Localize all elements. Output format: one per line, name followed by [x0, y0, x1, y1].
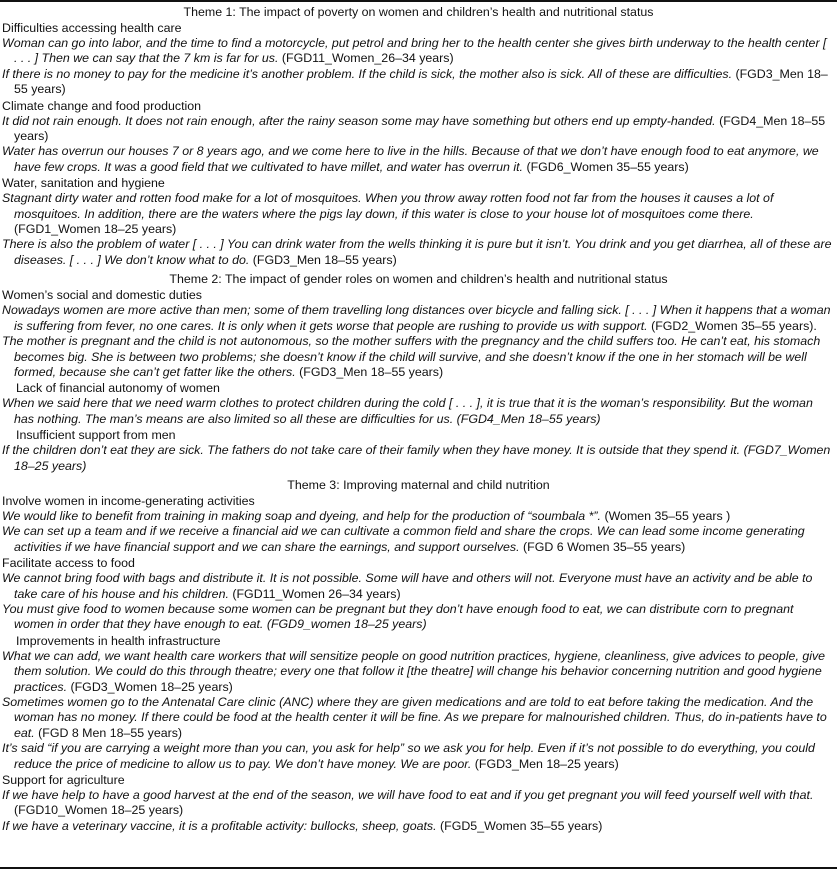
quote-source: (FGD7_Women 18–25 years)	[14, 443, 831, 473]
quote-source: (FGD4_Men 18–55 years)	[14, 113, 826, 144]
quote-row	[0, 571, 837, 602]
quote-row	[0, 649, 837, 695]
subtheme-heading: Climate change and food production	[2, 98, 202, 113]
quote-source: (FGD1_Women 18–25 years)	[14, 222, 177, 237]
quote-text: There is also the problem of water [ . . . ] You can drink water from the wells thinking it is pure but it isn’t. You drink and you get diarrhea, all of these are diseases. [ . . . ] We don’t know what to do.	[2, 237, 832, 267]
quote-row	[0, 303, 837, 334]
quote-row	[0, 67, 837, 98]
quote-text: When we said here that we need warm clothes to protect children during the cold [ . . . ], it is true that it is the woman’s responsibility. But the woman has nothing. The man’s means are also limited so all these are difficulties for us.	[2, 396, 813, 426]
quote-text: You must give food to women because some women can be pregnant but they don’t have enough food to eat, we can distribute corn to pregnant women in order that they have enough to eat.	[2, 601, 794, 632]
theme-title: Theme 2: The impact of gender roles on women and children’s health and nutritional status	[169, 272, 668, 287]
quote-row	[0, 237, 837, 268]
quote-row	[0, 144, 837, 175]
quote-source: (FGD5_Women 35–55 years)	[440, 818, 603, 833]
quote-source: (FGD3_Men 18–55 years)	[14, 66, 828, 97]
subtheme-heading: Involve women in income-generating activities	[2, 493, 255, 508]
quote-source: (FGD3_Men 18–55 years)	[252, 252, 397, 267]
quote-source: (FGD2_Women 35–55 years).	[651, 318, 817, 333]
quote-source: (FGD9_women 18–25 years)	[266, 617, 427, 632]
subtheme-heading: Support for agriculture	[2, 773, 125, 788]
quote-text: If the children don’t eat they are sick. The fathers do not take care of their family when they have money. It is outside that they spend it.	[2, 443, 741, 458]
quote-text: We can set up a team and if we receive a financial aid we can cultivate a common field and share the crops. We can lead some income generating activities if we have financial support and we can share the earnings, and support ourselves.	[2, 524, 805, 554]
quote-text: Nowadays women are more active than men; some of them travelling long distances over bicycle and falling sick. [ . . . ] When it happens that a woman is suffering from fever, no one cares. It is only when it gets worse that people are rushing to provide us with support.	[2, 303, 831, 333]
table-body	[0, 4, 837, 834]
quote-row	[0, 819, 837, 834]
quote-source: (FGD11_Women_26–34 years)	[281, 51, 454, 66]
quote-source: (FGD11_Women 26–34 years)	[232, 586, 401, 601]
quote-row	[0, 741, 837, 772]
subtheme-heading: Difficulties accessing health care	[2, 21, 182, 35]
subtheme-heading: Facilitate access to food	[2, 556, 135, 571]
quote-row	[0, 695, 837, 741]
quote-text: Woman can go into labor, and the time to find a motorcycle, put petrol and bring her to the health center she gives birth underway to the health center [ . . . ] Then we can say that the 7 km is far for us.	[2, 36, 827, 66]
quote-text: What we can add, we want health care workers that will sensitize people on good nutrition practices, hygiene, cleanliness, give advices to people, give them solution. We could do this through theatre; every one that follow it [the theatre] will change his behavior concerning nutrition and good hygiene practices.	[2, 648, 826, 694]
subtheme-heading: Lack of financial autonomy of women	[16, 381, 220, 396]
quote-row	[0, 334, 837, 380]
theme-title: Theme 3: Improving maternal and child nutrition	[287, 477, 550, 492]
quote-source: (FGD4_Men 18–55 years)	[456, 411, 601, 426]
quote-source: (FGD 8 Men 18–55 years)	[38, 725, 183, 740]
quote-row	[0, 396, 837, 427]
top-rule	[0, 0, 837, 2]
theme-title: Theme 1: The impact of poverty on women and children’s health and nutritional status	[183, 5, 654, 19]
bottom-rule	[0, 867, 837, 869]
quote-source: (FGD10_Women 18–25 years)	[14, 803, 184, 818]
quote-source: (Women 35–55 years )	[604, 508, 731, 523]
quote-text: If we have help to have a good harvest at the end of the season, we will have food to eat and if you get pregnant you will feed yourself well with that.	[2, 788, 814, 803]
quote-source: (FGD3_Women 18–25 years)	[70, 679, 233, 694]
quote-row	[0, 36, 837, 67]
quote-row	[0, 443, 837, 474]
quote-source: (FGD3_Men 18–25 years)	[474, 756, 619, 771]
subtheme-heading: Women’s social and domestic duties	[2, 288, 202, 303]
quote-text: It’s said “if you are carrying a weight more than you can, you ask for help” so we ask you for help. Even if it’s not possible to do everything, you could reduce the price of medicine to allow us to pay. We don’t have money. We are poor.	[2, 741, 815, 771]
quote-row	[0, 114, 837, 145]
subtheme-heading: Water, sanitation and hygiene	[2, 176, 165, 191]
quote-row	[0, 788, 837, 819]
quote-text: We would like to benefit from training in making soap and dyeing, and help for the production of “soumbala *”.	[2, 508, 601, 523]
quote-row	[0, 509, 837, 524]
quote-source: (FGD 6 Women 35–55 years)	[523, 539, 686, 554]
quote-source: (FGD6_Women 35–55 years)	[526, 159, 689, 174]
quote-source: (FGD3_Men 18–55 years)	[299, 364, 444, 379]
quote-text: If there is no money to pay for the medicine it’s another problem. If the child is sick, the mother also is sick. All of these are difficulties.	[2, 66, 733, 81]
subtheme-heading: Insufficient support from men	[16, 428, 176, 443]
quote-row	[0, 524, 837, 555]
quote-text: Stagnant dirty water and rotten food make for a lot of mosquitoes. When you throw away rotten food not far from the houses it causes a lot of mosquitoes. In addition, there are the waters where the pigs lay down, if this water is close to your house lot of mosquitoes come there.	[2, 191, 774, 221]
quote-text: Water has overrun our houses 7 or 8 years ago, and we come here to live in the hills. Because of that we don’t have enough food to eat anymore, we have few crops. It was a good field that we cultivated to have millet, and water has overrun it.	[2, 144, 819, 174]
quote-text: If we have a veterinary vaccine, it is a profitable activity: bullocks, sheep, goats.	[2, 818, 437, 833]
quote-row	[0, 602, 837, 633]
subtheme-heading: Improvements in health infrastructure	[16, 633, 221, 648]
quote-row	[0, 191, 837, 237]
quote-text: Sometimes women go to the Antenatal Care clinic (ANC) where they are given medications and are told to eat before taking the medication. And the woman has no money. If there could be food at the health center it will be fine. As we prepare for malnourished children. Thus, do in-patients have to eat.	[2, 695, 827, 740]
quote-text: It did not rain enough. It does not rain enough, after the rainy season some may have something but others end up empty-handed.	[2, 113, 716, 128]
quote-text: The mother is pregnant and the child is not autonomous, so the mother suffers with the pregnancy and the child suffers too. He can’t eat, his stomach becomes big. She is between two problems; she doesn’t know if the child will survive, and she doesn’t know if the one in her stomach will be well formed, because she can’t get fatter like the others.	[2, 334, 821, 379]
quote-text: We cannot bring food with bags and distribute it. It is not possible. Some will have and others will not. Everyone must have an activity and be able to take care of his house and his children.	[2, 571, 813, 601]
